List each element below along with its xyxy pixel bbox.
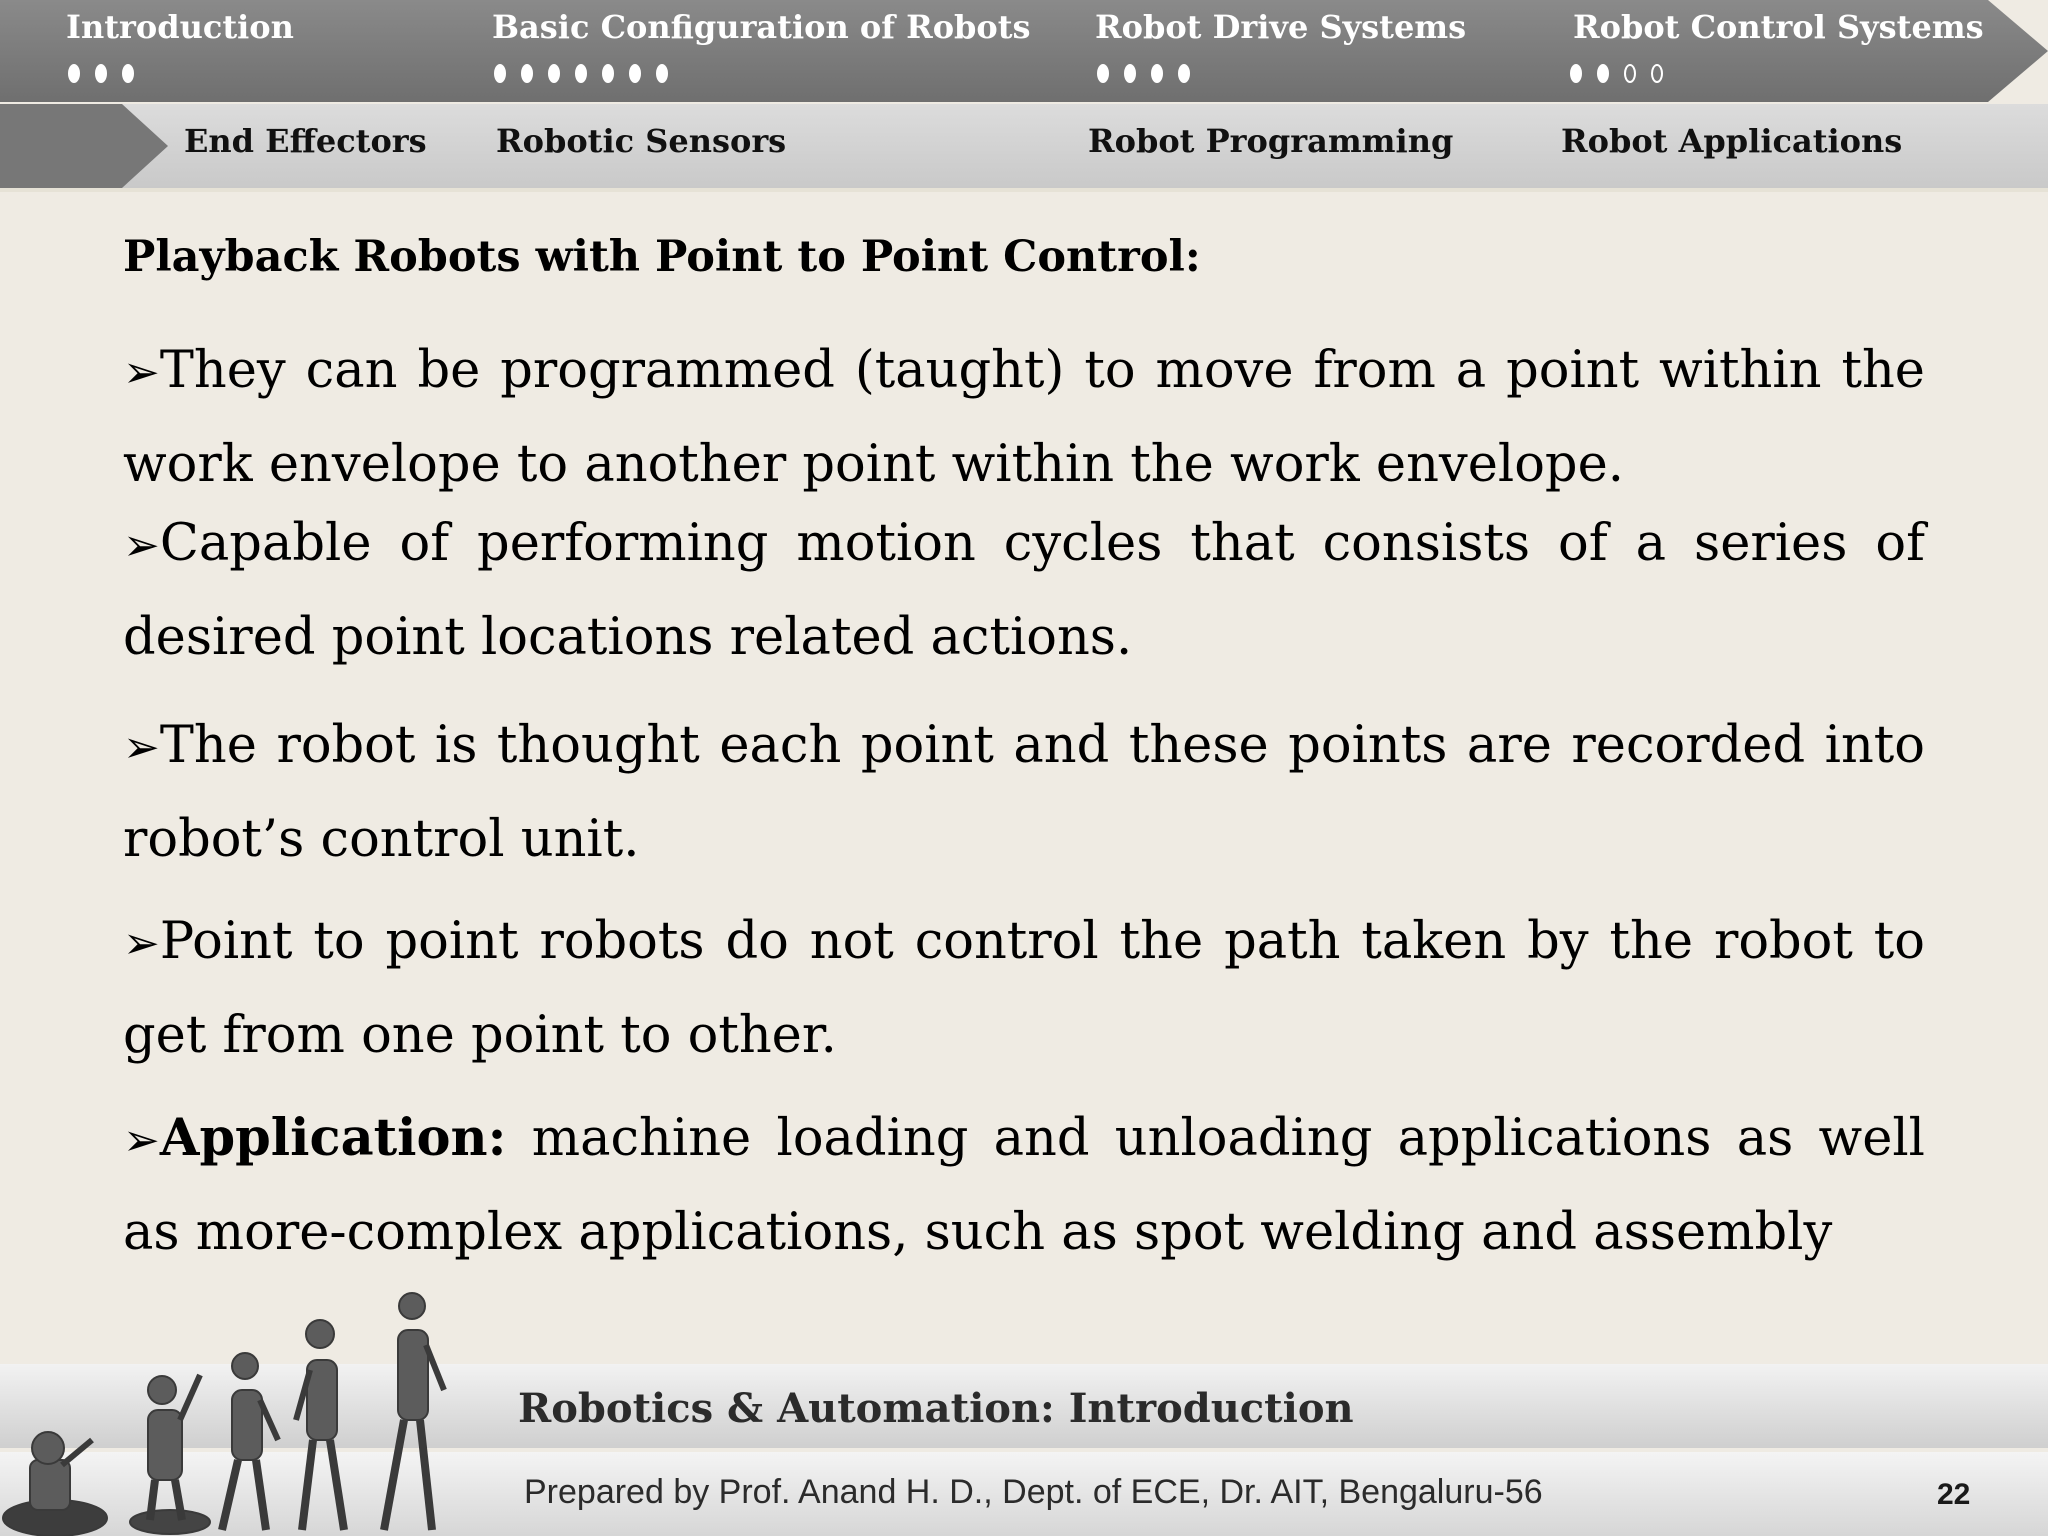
- progress-dot[interactable]: [1097, 64, 1109, 83]
- progress-dot-unvisited[interactable]: [1651, 64, 1663, 83]
- nav-section-introduction[interactable]: Introduction: [66, 8, 294, 46]
- nav-progress-basic-configuration: [494, 64, 668, 83]
- progress-dot[interactable]: [548, 64, 560, 83]
- nav-sub-robot-applications[interactable]: Robot Applications: [1561, 122, 1903, 160]
- progress-dot[interactable]: [122, 64, 134, 83]
- nav-sub-end-effectors[interactable]: End Effectors: [184, 122, 427, 160]
- page-number: 22: [1937, 1478, 1971, 1511]
- progress-dot[interactable]: [629, 64, 641, 83]
- bullet-item: [123, 700, 1925, 886]
- bullet-text: machine loading and unloading applications as well as more-complex applications, such as spot welding and assembly: [123, 1109, 1925, 1262]
- arrow-bullet-icon: ➢: [123, 1115, 160, 1166]
- bullet-item: [123, 498, 1925, 684]
- nav-progress-introduction: [68, 64, 134, 83]
- progress-dot-unvisited[interactable]: [1624, 64, 1636, 83]
- nav-progress-control-systems: [1570, 64, 1663, 83]
- progress-dot[interactable]: [602, 64, 614, 83]
- progress-dot[interactable]: [656, 64, 668, 83]
- progress-dot-current[interactable]: [1597, 64, 1609, 83]
- progress-dot[interactable]: [1151, 64, 1163, 83]
- progress-dot[interactable]: [1178, 64, 1190, 83]
- nav-section-basic-configuration[interactable]: Basic Configuration of Robots: [492, 8, 1031, 46]
- bullet-lead: Application:: [159, 1108, 507, 1168]
- progress-dot[interactable]: [95, 64, 107, 83]
- bullet-text: Capable of performing motion cycles that consists of a series of desired point locations related actions.: [123, 514, 1925, 667]
- nav-progress-drive-systems: [1097, 64, 1190, 83]
- bullet-item: [123, 896, 1925, 1082]
- bullet-item: [123, 325, 1925, 511]
- footer-credit: Prepared by Prof. Anand H. D., Dept. of ECE, Dr. AIT, Bengaluru-56: [524, 1473, 1543, 1511]
- arrow-bullet-icon: ➢: [123, 347, 160, 398]
- nav-section-control-systems[interactable]: Robot Control Systems: [1573, 8, 1984, 46]
- progress-dot[interactable]: [1570, 64, 1582, 83]
- nav-divider: [0, 188, 2048, 192]
- arrow-bullet-icon: ➢: [123, 520, 160, 571]
- bullet-text: They can be programmed (taught) to move from a point within the work envelope to another point within the work envelope.: [123, 341, 1925, 494]
- nav-sub-robotic-sensors[interactable]: Robotic Sensors: [496, 122, 787, 160]
- footer-course-title: Robotics & Automation: Introduction: [518, 1385, 1354, 1432]
- progress-dot[interactable]: [575, 64, 587, 83]
- arrow-bullet-icon: ➢: [123, 918, 160, 969]
- nav-sub-robot-programming[interactable]: Robot Programming: [1088, 122, 1454, 160]
- slide-title: Playback Robots with Point to Point Control:: [123, 232, 1201, 282]
- nav-section-drive-systems[interactable]: Robot Drive Systems: [1095, 8, 1467, 46]
- progress-dot[interactable]: [521, 64, 533, 83]
- robot-evolution-illustration: [0, 1290, 470, 1536]
- bullet-text: The robot is thought each point and these points are recorded into robot’s control unit.: [123, 716, 1925, 869]
- progress-dot[interactable]: [68, 64, 80, 83]
- bullet-item: [123, 1092, 1925, 1279]
- arrow-bullet-icon: ➢: [123, 722, 160, 773]
- progress-dot[interactable]: [494, 64, 506, 83]
- bullet-text: Point to point robots do not control the path taken by the robot to get from one point to other.: [123, 912, 1925, 1065]
- progress-dot[interactable]: [1124, 64, 1136, 83]
